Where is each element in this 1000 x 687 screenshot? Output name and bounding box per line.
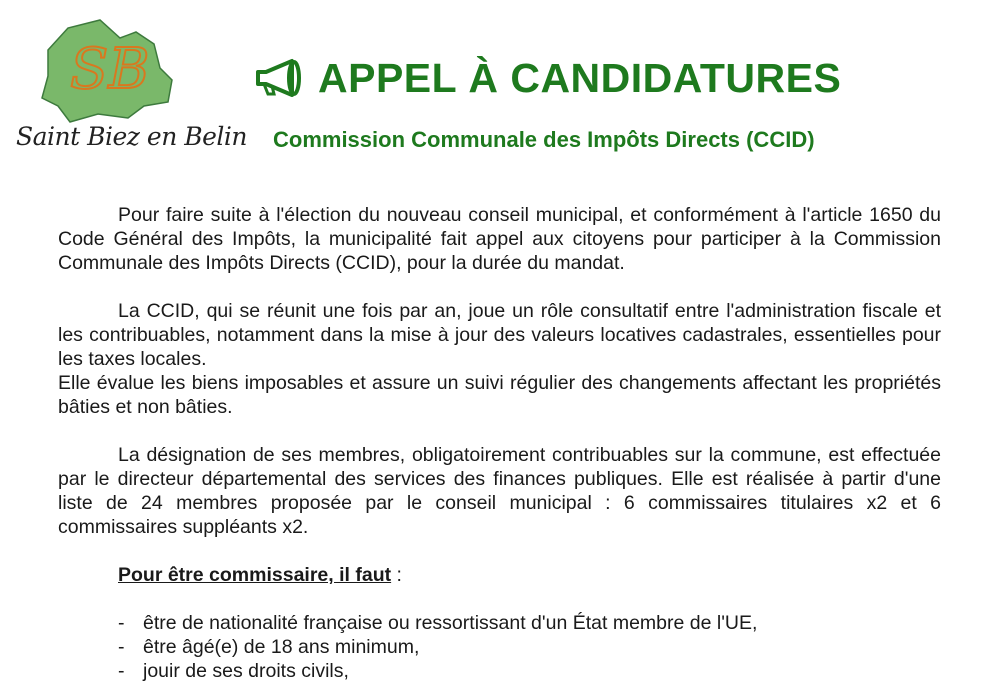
- title-row: [252, 52, 841, 104]
- document-body: [58, 203, 941, 683]
- list-item: - être âgé(e) de 18 ans minimum,: [118, 636, 420, 658]
- list-item: - jouir de ses droits civils,: [118, 660, 349, 682]
- paragraph: [58, 443, 941, 539]
- requirements-heading: [118, 563, 941, 587]
- requirements-list: [58, 611, 941, 683]
- page-subtitle: Commission Communale des Impôts Directs (CCID): [273, 127, 815, 152]
- paragraph-text: Pour faire suite à l'élection du nouveau conseil municipal, et conformément à l'article 1650 du Code Général des Impôts, la municipalité fait appel aux citoyens pour participer à la Commission Communale des Impôts Directs (CCID), pour la durée du mandat.: [58, 204, 941, 274]
- paragraph: [58, 371, 941, 419]
- list-item: - être de nationalité française ou ressortissant d'un État membre de l'UE,: [118, 612, 758, 634]
- logo-monogram: SB: [70, 37, 150, 102]
- logo: [8, 10, 248, 160]
- requirements-heading-colon: :: [391, 564, 402, 586]
- page-title: APPEL À CANDIDATURES: [318, 54, 842, 101]
- requirements-heading-text: Pour être commissaire, il faut: [118, 564, 392, 586]
- list-item-text: être de nationalité française ou ressortissant d'un État membre de l'UE,: [143, 612, 758, 634]
- paragraph: [58, 203, 941, 275]
- megaphone-icon: [252, 58, 304, 98]
- list-item-text: jouir de ses droits civils,: [143, 660, 349, 682]
- logo-name: Saint Biez en Belin: [16, 122, 248, 151]
- list-item-text: être âgé(e) de 18 ans minimum,: [143, 636, 420, 658]
- paragraph: [58, 299, 941, 371]
- paragraph-text: La désignation de ses membres, obligatoirement contribuables sur la commune, est effectuée par le directeur départemental des services des finances publiques. Elle est réalisée à partir d'une liste de 24 membres proposée par le conseil municipal : 6 commissaires titulaires x2 et 6 commissaires suppléants x2.: [58, 444, 941, 538]
- paragraph-text: Elle évalue les biens imposables et assure un suivi régulier des changements affectant les propriétés bâties et non bâties.: [58, 372, 941, 418]
- paragraph-text: La CCID, qui se réunit une fois par an, joue un rôle consultatif entre l'administration fiscale et les contribuables, notamment dans la mise à jour des valeurs locatives cadastrales, essentielles pour les taxes locales.: [58, 300, 941, 370]
